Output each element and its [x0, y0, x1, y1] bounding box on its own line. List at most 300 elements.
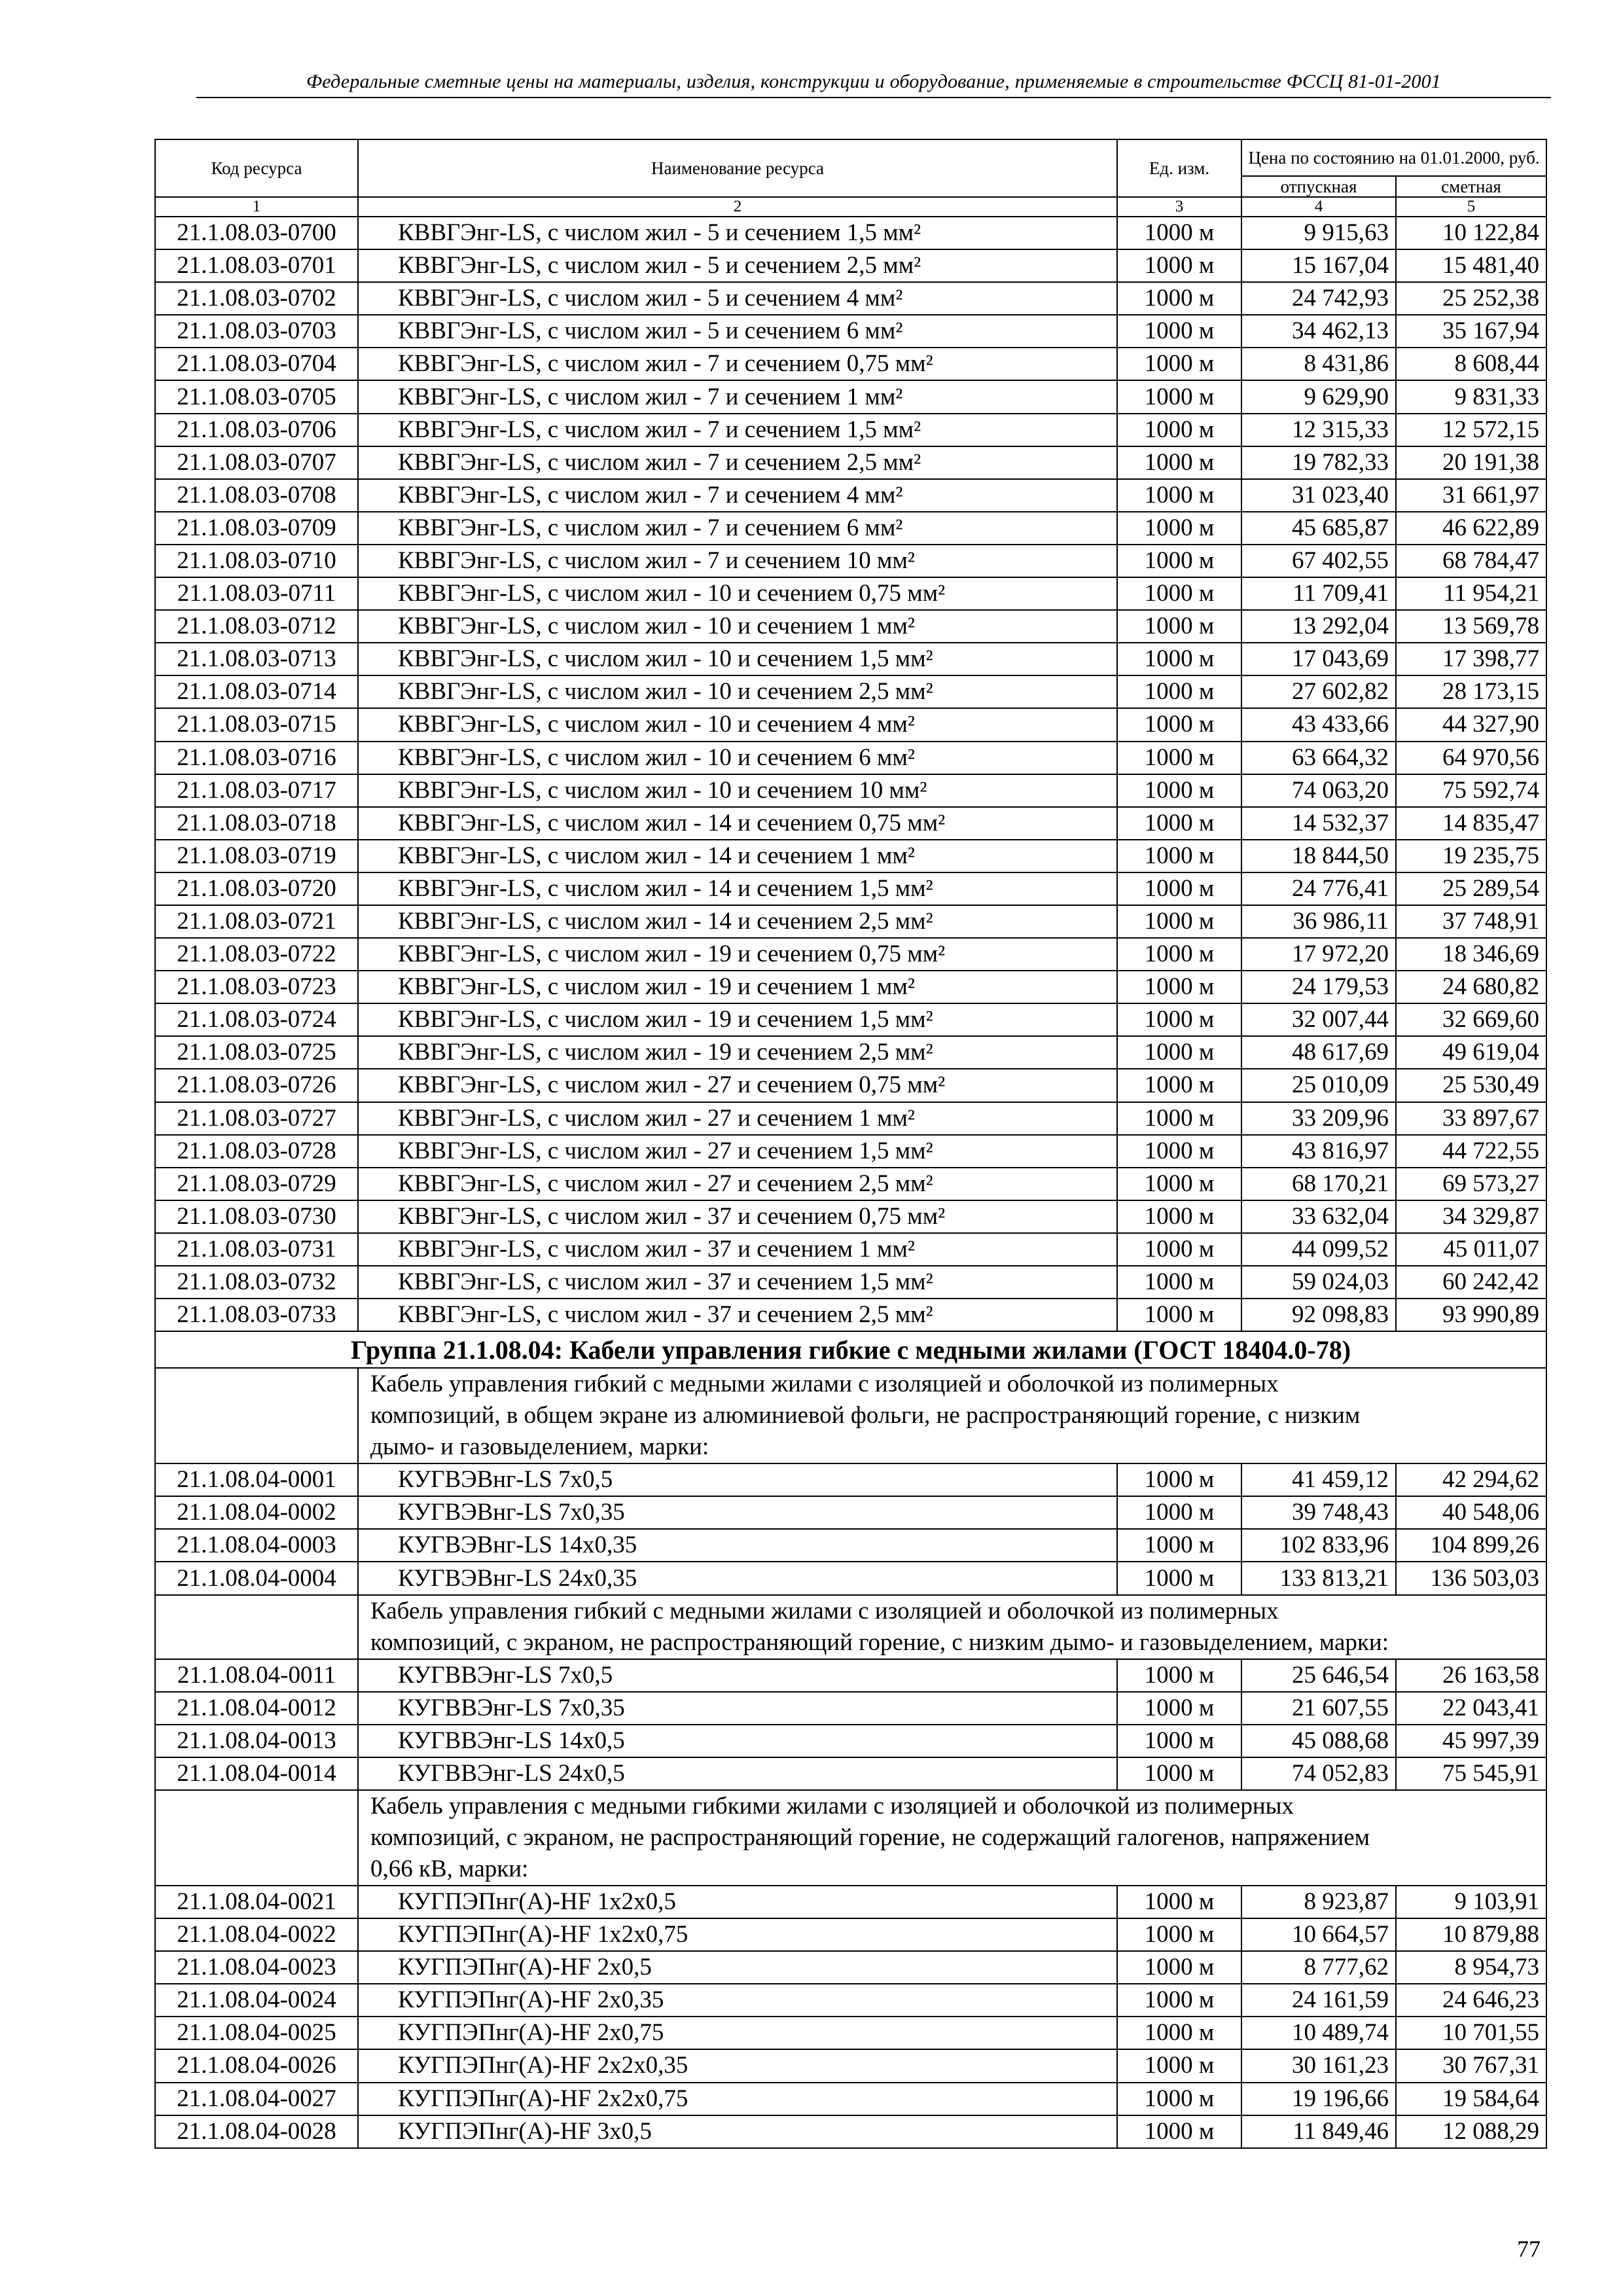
estimate-price-cell: 9 831,33	[1396, 380, 1546, 413]
release-price-cell: 8 777,62	[1241, 1951, 1396, 1984]
estimate-price-cell: 64 970,56	[1396, 742, 1546, 774]
resource-code-cell: 21.1.08.03-0728	[155, 1135, 358, 1168]
estimate-price-cell: 10 122,84	[1396, 217, 1546, 249]
release-price-cell: 19 782,33	[1241, 446, 1396, 479]
unit-cell: 1000 м	[1117, 282, 1241, 315]
estimate-price-cell: 69 573,27	[1396, 1168, 1546, 1200]
table-row	[155, 872, 1546, 905]
resource-code-cell: 21.1.08.03-0729	[155, 1168, 358, 1200]
unit-cell: 1000 м	[1117, 1299, 1241, 1331]
resource-code-cell: 21.1.08.04-0023	[155, 1951, 358, 1984]
unit-cell: 1000 м	[1117, 315, 1241, 348]
unit-cell: 1000 м	[1117, 414, 1241, 446]
release-price-cell: 9 915,63	[1241, 217, 1396, 249]
resource-name-cell: КВВГЭнг-LS, с числом жил - 19 и сечением 2,5 мм²	[358, 1036, 1117, 1069]
estimate-price-cell: 10 701,55	[1396, 2017, 1546, 2049]
table-row	[155, 938, 1546, 971]
release-price-cell: 32 007,44	[1241, 1003, 1396, 1036]
release-price-cell: 24 179,53	[1241, 971, 1396, 1003]
table-row	[155, 1886, 1546, 1918]
column-header-name: Наименование ресурса	[358, 139, 1117, 197]
description-section-3	[155, 1790, 1546, 1886]
description-line: Кабель управления гибкий с медными жилами с изоляцией и оболочкой из полимерных	[370, 1597, 1279, 1624]
table-row	[155, 380, 1546, 413]
release-price-cell: 74 063,20	[1241, 774, 1396, 807]
resource-name-cell: КВВГЭнг-LS, с числом жил - 10 и сечением 4 мм²	[358, 708, 1117, 741]
column-header-estimate-price: сметная	[1396, 176, 1546, 197]
table-row	[155, 1659, 1546, 1692]
resource-code-cell: 21.1.08.03-0709	[155, 512, 358, 545]
table-row	[155, 479, 1546, 512]
table-row	[155, 512, 1546, 545]
table-row	[155, 1725, 1546, 1757]
page-number: 77	[1517, 2236, 1541, 2262]
resource-name-cell: КВВГЭнг-LS, с числом жил - 7 и сечением 2,5 мм²	[358, 446, 1117, 479]
release-price-cell: 24 161,59	[1241, 1984, 1396, 2017]
resource-code-cell: 21.1.08.03-0716	[155, 742, 358, 774]
resource-code-cell: 21.1.08.04-0024	[155, 1984, 358, 2017]
release-price-cell: 92 098,83	[1241, 1299, 1396, 1331]
unit-cell: 1000 м	[1117, 1757, 1241, 1790]
release-price-cell: 17 043,69	[1241, 643, 1396, 675]
unit-cell: 1000 м	[1117, 1069, 1241, 1102]
unit-cell: 1000 м	[1117, 971, 1241, 1003]
description-text	[358, 1368, 1546, 1463]
column-number: 2	[358, 197, 1117, 217]
resource-name-cell: КУГПЭПнг(А)-HF 2х2х0,75	[358, 2083, 1117, 2115]
resource-name-cell: КВВГЭнг-LS, с числом жил - 27 и сечением 1,5 мм²	[358, 1135, 1117, 1168]
resource-code-cell: 21.1.08.03-0701	[155, 249, 358, 282]
table-row	[155, 840, 1546, 872]
resource-code-cell: 21.1.08.03-0730	[155, 1200, 358, 1233]
unit-cell: 1000 м	[1117, 2017, 1241, 2049]
release-price-cell: 18 844,50	[1241, 840, 1396, 872]
resource-code-cell: 21.1.08.04-0001	[155, 1463, 358, 1496]
resource-name-cell: КУГВВЭнг-LS 24х0,5	[358, 1757, 1117, 1790]
unit-cell: 1000 м	[1117, 1496, 1241, 1529]
release-price-cell: 11 709,41	[1241, 577, 1396, 610]
unit-cell: 1000 м	[1117, 1200, 1241, 1233]
resource-name-cell: КВВГЭнг-LS, с числом жил - 37 и сечением 1,5 мм²	[358, 1266, 1117, 1299]
unit-cell: 1000 м	[1117, 380, 1241, 413]
resource-code-cell: 21.1.08.03-0718	[155, 807, 358, 840]
table-row	[155, 708, 1546, 741]
resource-code-cell: 21.1.08.04-0014	[155, 1757, 358, 1790]
release-price-cell: 31 023,40	[1241, 479, 1396, 512]
unit-cell: 1000 м	[1117, 1984, 1241, 2017]
unit-cell: 1000 м	[1117, 1266, 1241, 1299]
unit-cell: 1000 м	[1117, 2115, 1241, 2148]
release-price-cell: 8 923,87	[1241, 1886, 1396, 1918]
table-row	[155, 2017, 1546, 2049]
resource-code-cell: 21.1.08.03-0715	[155, 708, 358, 741]
unit-cell: 1000 м	[1117, 1003, 1241, 1036]
unit-cell: 1000 м	[1117, 1102, 1241, 1135]
resource-code-cell: 21.1.08.03-0723	[155, 971, 358, 1003]
estimate-price-cell: 20 191,38	[1396, 446, 1546, 479]
column-number: 1	[155, 197, 358, 217]
release-price-cell: 67 402,55	[1241, 545, 1396, 577]
resource-code-cell: 21.1.08.03-0702	[155, 282, 358, 315]
unit-cell: 1000 м	[1117, 545, 1241, 577]
estimate-price-cell: 12 572,15	[1396, 414, 1546, 446]
resource-code-cell: 21.1.08.04-0025	[155, 2017, 358, 2049]
description-line: композиций, с экраном, не распространяющий горение, с низким дымо- и газовыделением, марки:	[370, 1628, 1389, 1656]
page-header: Федеральные сметные цены на материалы, изделия, конструкции и оборудование, применяемые в строительстве ФССЦ 81-01-2001	[196, 71, 1551, 98]
table-row	[155, 2083, 1546, 2115]
resource-name-cell: КВВГЭнг-LS, с числом жил - 27 и сечением 2,5 мм²	[358, 1168, 1117, 1200]
resource-code-cell: 21.1.08.03-0733	[155, 1299, 358, 1331]
resource-code-cell: 21.1.08.03-0710	[155, 545, 358, 577]
resource-name-cell: КУГВЭВнг-LS 7х0,35	[358, 1496, 1117, 1529]
resource-code-cell: 21.1.08.04-0002	[155, 1496, 358, 1529]
resource-name-cell: КВВГЭнг-LS, с числом жил - 19 и сечением 1 мм²	[358, 971, 1117, 1003]
unit-cell: 1000 м	[1117, 577, 1241, 610]
unit-cell: 1000 м	[1117, 1036, 1241, 1069]
release-price-cell: 33 209,96	[1241, 1102, 1396, 1135]
table-row	[155, 348, 1546, 380]
unit-cell: 1000 м	[1117, 1918, 1241, 1951]
resource-name-cell: КВВГЭнг-LS, с числом жил - 19 и сечением 1,5 мм²	[358, 1003, 1117, 1036]
resource-code-cell: 21.1.08.04-0027	[155, 2083, 358, 2115]
release-price-cell: 12 315,33	[1241, 414, 1396, 446]
resource-name-cell: КУГВЭВнг-LS 24х0,35	[358, 1562, 1117, 1594]
resource-name-cell: КУГВВЭнг-LS 7х0,35	[358, 1692, 1117, 1725]
resource-name-cell: КУГВЭВнг-LS 14х0,35	[358, 1529, 1117, 1562]
unit-cell: 1000 м	[1117, 1135, 1241, 1168]
table-row	[155, 1069, 1546, 1102]
unit-cell: 1000 м	[1117, 446, 1241, 479]
table-row	[155, 282, 1546, 315]
resource-code-cell: 21.1.08.04-0028	[155, 2115, 358, 2148]
release-price-cell: 27 602,82	[1241, 675, 1396, 708]
unit-cell: 1000 м	[1117, 774, 1241, 807]
estimate-price-cell: 104 899,26	[1396, 1529, 1546, 1562]
table-row	[155, 545, 1546, 577]
release-price-cell: 15 167,04	[1241, 249, 1396, 282]
resource-code-cell: 21.1.08.04-0021	[155, 1886, 358, 1918]
description-text	[358, 1790, 1546, 1886]
unit-cell: 1000 м	[1117, 1529, 1241, 1562]
resource-code-cell: 21.1.08.03-0732	[155, 1266, 358, 1299]
estimate-price-cell: 26 163,58	[1396, 1659, 1546, 1692]
resource-name-cell: КВВГЭнг-LS, с числом жил - 7 и сечением 1 мм²	[358, 380, 1117, 413]
table-row	[155, 446, 1546, 479]
estimate-price-cell: 49 619,04	[1396, 1036, 1546, 1069]
unit-cell: 1000 м	[1117, 479, 1241, 512]
table-row	[155, 675, 1546, 708]
estimate-price-cell: 45 011,07	[1396, 1233, 1546, 1266]
unit-cell: 1000 м	[1117, 1463, 1241, 1496]
release-price-cell: 25 010,09	[1241, 1069, 1396, 1102]
release-price-cell: 10 489,74	[1241, 2017, 1396, 2049]
resource-name-cell: КВВГЭнг-LS, с числом жил - 14 и сечением 1,5 мм²	[358, 872, 1117, 905]
description-line: композиций, в общем экране из алюминиевой фольги, не распространяющий горение, с низким	[370, 1402, 1361, 1429]
estimate-price-cell: 75 592,74	[1396, 774, 1546, 807]
resource-code-cell: 21.1.08.04-0004	[155, 1562, 358, 1594]
table-row	[155, 1918, 1546, 1951]
release-price-cell: 17 972,20	[1241, 938, 1396, 971]
estimate-price-cell: 25 252,38	[1396, 282, 1546, 315]
table-row	[155, 414, 1546, 446]
table-section-b	[155, 1463, 1546, 1594]
description-blank-cell	[155, 1368, 358, 1463]
unit-cell: 1000 м	[1117, 1951, 1241, 1984]
column-number: 4	[1241, 197, 1396, 217]
estimate-price-cell: 28 173,15	[1396, 675, 1546, 708]
estimate-price-cell: 25 289,54	[1396, 872, 1546, 905]
release-price-cell: 133 813,21	[1241, 1562, 1396, 1594]
estimate-price-cell: 24 680,82	[1396, 971, 1546, 1003]
description-blank-cell	[155, 1790, 358, 1886]
estimate-price-cell: 18 346,69	[1396, 938, 1546, 971]
column-number: 3	[1117, 197, 1241, 217]
estimate-price-cell: 8 954,73	[1396, 1951, 1546, 1984]
column-header-price-group: Цена по состоянию на 01.01.2000, руб.	[1241, 139, 1546, 176]
table-row	[155, 217, 1546, 249]
release-price-cell: 21 607,55	[1241, 1692, 1396, 1725]
resource-name-cell: КВВГЭнг-LS, с числом жил - 10 и сечением 6 мм²	[358, 742, 1117, 774]
release-price-cell: 43 433,66	[1241, 708, 1396, 741]
resource-name-cell: КВВГЭнг-LS, с числом жил - 7 и сечением 4 мм²	[358, 479, 1117, 512]
resource-name-cell: КВВГЭнг-LS, с числом жил - 37 и сечением 2,5 мм²	[358, 1299, 1117, 1331]
resource-code-cell: 21.1.08.03-0722	[155, 938, 358, 971]
unit-cell: 1000 м	[1117, 1168, 1241, 1200]
group-title: Группа 21.1.08.04: Кабели управления гибкие с медными жилами (ГОСТ 18404.0-78)	[155, 1331, 1546, 1368]
unit-cell: 1000 м	[1117, 217, 1241, 249]
resource-name-cell: КУГПЭПнг(А)-HF 1х2х0,5	[358, 1886, 1117, 1918]
resource-code-cell: 21.1.08.03-0713	[155, 643, 358, 675]
description-section-2	[155, 1595, 1546, 1659]
table-row	[155, 971, 1546, 1003]
resource-name-cell: КВВГЭнг-LS, с числом жил - 5 и сечением 4 мм²	[358, 282, 1117, 315]
unit-cell: 1000 м	[1117, 348, 1241, 380]
unit-cell: 1000 м	[1117, 512, 1241, 545]
release-price-cell: 48 617,69	[1241, 1036, 1396, 1069]
unit-cell: 1000 м	[1117, 2083, 1241, 2115]
column-header-release-price: отпускная	[1241, 176, 1396, 197]
estimate-price-cell: 136 503,03	[1396, 1562, 1546, 1594]
table-row	[155, 1984, 1546, 2017]
resource-code-cell: 21.1.08.03-0720	[155, 872, 358, 905]
estimate-price-cell: 24 646,23	[1396, 1984, 1546, 2017]
unit-cell: 1000 м	[1117, 938, 1241, 971]
release-price-cell: 39 748,43	[1241, 1496, 1396, 1529]
estimate-price-cell: 14 835,47	[1396, 807, 1546, 840]
estimate-price-cell: 30 767,31	[1396, 2049, 1546, 2082]
unit-cell: 1000 м	[1117, 1725, 1241, 1757]
estimate-price-cell: 42 294,62	[1396, 1463, 1546, 1496]
resource-code-cell: 21.1.08.04-0012	[155, 1692, 358, 1725]
resource-code-cell: 21.1.08.03-0724	[155, 1003, 358, 1036]
estimate-price-cell: 68 784,47	[1396, 545, 1546, 577]
description-blank-cell	[155, 1595, 358, 1659]
release-price-cell: 36 986,11	[1241, 905, 1396, 938]
table-row	[155, 1692, 1546, 1725]
resource-code-cell: 21.1.08.03-0705	[155, 380, 358, 413]
table-row	[155, 1135, 1546, 1168]
resource-name-cell: КВВГЭнг-LS, с числом жил - 10 и сечением 10 мм²	[358, 774, 1117, 807]
resource-name-cell: КВВГЭнг-LS, с числом жил - 27 и сечением 1 мм²	[358, 1102, 1117, 1135]
release-price-cell: 14 532,37	[1241, 807, 1396, 840]
estimate-price-cell: 46 622,89	[1396, 512, 1546, 545]
unit-cell: 1000 м	[1117, 742, 1241, 774]
table-row	[155, 1102, 1546, 1135]
table-row	[155, 774, 1546, 807]
resource-code-cell: 21.1.08.03-0719	[155, 840, 358, 872]
estimate-price-cell: 31 661,97	[1396, 479, 1546, 512]
resource-name-cell: КУГВЭВнг-LS 7х0,5	[358, 1463, 1117, 1496]
description-line: 0,66 кВ, марки:	[370, 1855, 529, 1882]
release-price-cell: 9 629,90	[1241, 380, 1396, 413]
release-price-cell: 19 196,66	[1241, 2083, 1396, 2115]
resource-name-cell: КВВГЭнг-LS, с числом жил - 7 и сечением 10 мм²	[358, 545, 1117, 577]
resource-name-cell: КВВГЭнг-LS, с числом жил - 10 и сечением 0,75 мм²	[358, 577, 1117, 610]
resource-name-cell: КУГПЭПнг(А)-HF 3х0,5	[358, 2115, 1117, 2148]
resource-code-cell: 21.1.08.04-0003	[155, 1529, 358, 1562]
release-price-cell: 34 462,13	[1241, 315, 1396, 348]
release-price-cell: 30 161,23	[1241, 2049, 1396, 2082]
resource-name-cell: КВВГЭнг-LS, с числом жил - 5 и сечением 6 мм²	[358, 315, 1117, 348]
resource-code-cell: 21.1.08.03-0704	[155, 348, 358, 380]
resource-code-cell: 21.1.08.03-0706	[155, 414, 358, 446]
table-row	[155, 1036, 1546, 1069]
estimate-price-cell: 33 897,67	[1396, 1102, 1546, 1135]
estimate-price-cell: 25 530,49	[1396, 1069, 1546, 1102]
resource-name-cell: КВВГЭнг-LS, с числом жил - 10 и сечением 2,5 мм²	[358, 675, 1117, 708]
description-row	[155, 1595, 1546, 1659]
unit-cell: 1000 м	[1117, 1562, 1241, 1594]
unit-cell: 1000 м	[1117, 905, 1241, 938]
resource-code-cell: 21.1.08.04-0011	[155, 1659, 358, 1692]
table-row	[155, 643, 1546, 675]
unit-cell: 1000 м	[1117, 872, 1241, 905]
resource-name-cell: КВВГЭнг-LS, с числом жил - 19 и сечением 0,75 мм²	[358, 938, 1117, 971]
release-price-cell: 102 833,96	[1241, 1529, 1396, 1562]
estimate-price-cell: 75 545,91	[1396, 1757, 1546, 1790]
column-header-code: Код ресурса	[155, 139, 358, 197]
resource-code-cell: 21.1.08.04-0013	[155, 1725, 358, 1757]
resource-name-cell: КВВГЭнг-LS, с числом жил - 7 и сечением 0,75 мм²	[358, 348, 1117, 380]
estimate-price-cell: 19 235,75	[1396, 840, 1546, 872]
table-row	[155, 1003, 1546, 1036]
group-title-row	[155, 1331, 1546, 1368]
resource-name-cell: КВВГЭнг-LS, с числом жил - 14 и сечением 2,5 мм²	[358, 905, 1117, 938]
resource-code-cell: 21.1.08.03-0707	[155, 446, 358, 479]
resource-name-cell: КУГПЭПнг(А)-HF 2х2х0,35	[358, 2049, 1117, 2082]
resource-name-cell: КВВГЭнг-LS, с числом жил - 10 и сечением 1 мм²	[358, 610, 1117, 643]
resource-code-cell: 21.1.08.03-0731	[155, 1233, 358, 1266]
estimate-price-cell: 15 481,40	[1396, 249, 1546, 282]
table-section-d	[155, 1886, 1546, 2148]
table-row	[155, 1463, 1546, 1496]
table-section-a	[155, 217, 1546, 1331]
resource-code-cell: 21.1.08.03-0727	[155, 1102, 358, 1135]
estimate-price-cell: 60 242,42	[1396, 1266, 1546, 1299]
table-row	[155, 1266, 1546, 1299]
estimate-price-cell: 22 043,41	[1396, 1692, 1546, 1725]
unit-cell: 1000 м	[1117, 2049, 1241, 2082]
table-row	[155, 1529, 1546, 1562]
resource-code-cell: 21.1.08.03-0708	[155, 479, 358, 512]
resource-name-cell: КВВГЭнг-LS, с числом жил - 5 и сечением 2,5 мм²	[358, 249, 1117, 282]
estimate-price-cell: 19 584,64	[1396, 2083, 1546, 2115]
table-row	[155, 1757, 1546, 1790]
description-line: Кабель управления с медными гибкими жилами с изоляцией и оболочкой из полимерных	[370, 1792, 1294, 1820]
unit-cell: 1000 м	[1117, 675, 1241, 708]
resource-name-cell: КВВГЭнг-LS, с числом жил - 7 и сечением 1,5 мм²	[358, 414, 1117, 446]
estimate-price-cell: 17 398,77	[1396, 643, 1546, 675]
table-row	[155, 1951, 1546, 1984]
resource-code-cell: 21.1.08.03-0711	[155, 577, 358, 610]
release-price-cell: 59 024,03	[1241, 1266, 1396, 1299]
description-row	[155, 1790, 1546, 1886]
estimate-price-cell: 35 167,94	[1396, 315, 1546, 348]
description-row	[155, 1368, 1546, 1463]
table-row	[155, 1168, 1546, 1200]
table-row	[155, 249, 1546, 282]
table-row	[155, 1233, 1546, 1266]
resource-code-cell: 21.1.08.03-0717	[155, 774, 358, 807]
unit-cell: 1000 м	[1117, 1886, 1241, 1918]
resource-code-cell: 21.1.08.03-0712	[155, 610, 358, 643]
table-row	[155, 2115, 1546, 2148]
resource-code-cell: 21.1.08.03-0703	[155, 315, 358, 348]
resource-code-cell: 21.1.08.03-0700	[155, 217, 358, 249]
release-price-cell: 63 664,32	[1241, 742, 1396, 774]
estimate-price-cell: 44 722,55	[1396, 1135, 1546, 1168]
resource-name-cell: КВВГЭнг-LS, с числом жил - 27 и сечением 0,75 мм²	[358, 1069, 1117, 1102]
release-price-cell: 45 685,87	[1241, 512, 1396, 545]
estimate-price-cell: 40 548,06	[1396, 1496, 1546, 1529]
release-price-cell: 74 052,83	[1241, 1757, 1396, 1790]
release-price-cell: 13 292,04	[1241, 610, 1396, 643]
resource-name-cell: КУГПЭПнг(А)-HF 2х0,5	[358, 1951, 1117, 1984]
table-section-c	[155, 1659, 1546, 1790]
release-price-cell: 44 099,52	[1241, 1233, 1396, 1266]
estimate-price-cell: 93 990,89	[1396, 1299, 1546, 1331]
unit-cell: 1000 м	[1117, 708, 1241, 741]
table-row	[155, 1299, 1546, 1331]
resource-name-cell: КВВГЭнг-LS, с числом жил - 14 и сечением 0,75 мм²	[358, 807, 1117, 840]
estimate-price-cell: 8 608,44	[1396, 348, 1546, 380]
table-row	[155, 315, 1546, 348]
release-price-cell: 43 816,97	[1241, 1135, 1396, 1168]
unit-cell: 1000 м	[1117, 1659, 1241, 1692]
release-price-cell: 68 170,21	[1241, 1168, 1396, 1200]
unit-cell: 1000 м	[1117, 249, 1241, 282]
resource-name-cell: КУГВВЭнг-LS 14х0,5	[358, 1725, 1117, 1757]
release-price-cell: 24 742,93	[1241, 282, 1396, 315]
table-row	[155, 577, 1546, 610]
table-row	[155, 807, 1546, 840]
description-line: Кабель управления гибкий с медными жилами с изоляцией и оболочкой из полимерных	[370, 1371, 1279, 1398]
estimate-price-cell: 37 748,91	[1396, 905, 1546, 938]
table-row	[155, 905, 1546, 938]
table-row	[155, 610, 1546, 643]
release-price-cell: 8 431,86	[1241, 348, 1396, 380]
estimate-price-cell: 32 669,60	[1396, 1003, 1546, 1036]
release-price-cell: 24 776,41	[1241, 872, 1396, 905]
column-number: 5	[1396, 197, 1546, 217]
table-row	[155, 1496, 1546, 1529]
resource-code-cell: 21.1.08.03-0721	[155, 905, 358, 938]
unit-cell: 1000 м	[1117, 1692, 1241, 1725]
resource-code-cell: 21.1.08.03-0714	[155, 675, 358, 708]
table-row	[155, 1200, 1546, 1233]
description-text	[358, 1595, 1546, 1659]
unit-cell: 1000 м	[1117, 610, 1241, 643]
